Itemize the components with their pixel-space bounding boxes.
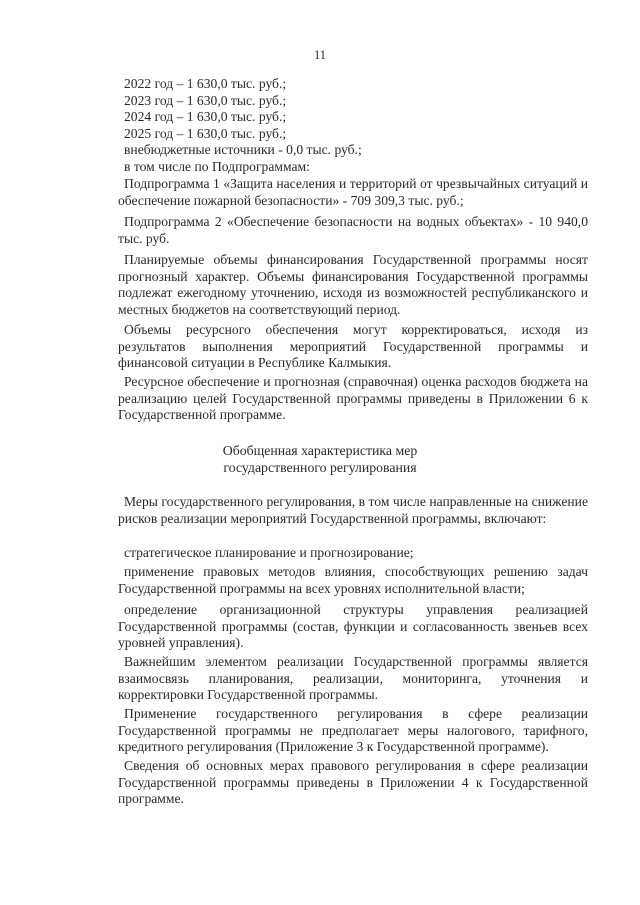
section-heading-line-1: Обобщенная характеристика мер (222, 443, 418, 458)
section-heading-line-2: государственного регулирования (223, 460, 417, 475)
funding-line-2024: 2024 год – 1 630,0 тыс. руб.; (124, 109, 287, 125)
subprogram-2-paragraph: Подпрограмма 2 «Обеспечение безопасности на водных объектах» - 10 940,0 тыс. руб. (118, 214, 588, 246)
funding-line-2025: 2025 год – 1 630,0 тыс. руб.; (124, 125, 287, 141)
section-heading (0, 442, 640, 476)
planned-funding-paragraph: Планируемые объемы финансирования Государственной программы носят прогнозный характер. Объемы финансирования Государственной программы подлежат ежегодному уточнению, исходя из возможностей республиканского и местных бюджетов на соответствующий период. (118, 252, 588, 317)
key-element-paragraph: Важнейшим элементом реализации Государственной программы является взаимосвязь планирования, реализации, мониторинга, уточнения и корректировки Государственной программы. (118, 654, 588, 703)
regulation-measures-intro: Меры государственного регулирования, в том числе направленные на снижение рисков реализации мероприятий Государственной программы, включают: (118, 494, 588, 526)
subprogram-1-paragraph: Подпрограмма 1 «Защита населения и территорий от чрезвычайных ситуаций и обеспечение пожарной безопасности» - 709 309,3 тыс. руб.; (118, 176, 588, 208)
legal-regulation-info-paragraph: Сведения об основных мерах правового регулирования в сфере реализации Государственной программы приведены в Приложении 4 к Государственной программе. (118, 758, 588, 807)
measure-legal-methods: применение правовых методов влияния, способствующих решению задач Государственной программы на всех уровнях исполнительной власти; (118, 564, 588, 596)
page-number: 11 (313, 48, 327, 62)
funding-line-subprograms-intro: в том числе по Подпрограммам: (124, 158, 310, 174)
funding-line-2023: 2023 год – 1 630,0 тыс. руб.; (124, 92, 287, 108)
measure-organizational-structure: определение организационной структуры управления реализацией Государственной программы (состав, функции и согласованность звеньев всех уровней управления). (118, 602, 588, 651)
resource-estimate-paragraph: Ресурсное обеспечение и прогнозная (справочная) оценка расходов бюджета на реализацию целей Государственной программы приведены в Приложении 6 к Государственной программе. (118, 374, 588, 423)
measure-strategic-planning: стратегическое планирование и прогнозирование; (124, 545, 414, 560)
resource-adjustment-paragraph: Объемы ресурсного обеспечения могут корректироваться, исходя из результатов выполнения мероприятий Государственной программы и финансовой ситуации в Республике Калмыкия. (118, 322, 588, 371)
funding-line-2022: 2022 год – 1 630,0 тыс. руб.; (124, 76, 287, 91)
funding-line-offbudget: внебюджетные источники - 0,0 тыс. руб.; (124, 142, 362, 158)
funding-by-year-list (124, 76, 594, 176)
regulation-application-paragraph: Применение государственного регулирования в сфере реализации Государственной программы не предполагает меры налогового, тарифного, кредитного регулирования (Приложение 3 к Государственной программе). (118, 706, 588, 755)
